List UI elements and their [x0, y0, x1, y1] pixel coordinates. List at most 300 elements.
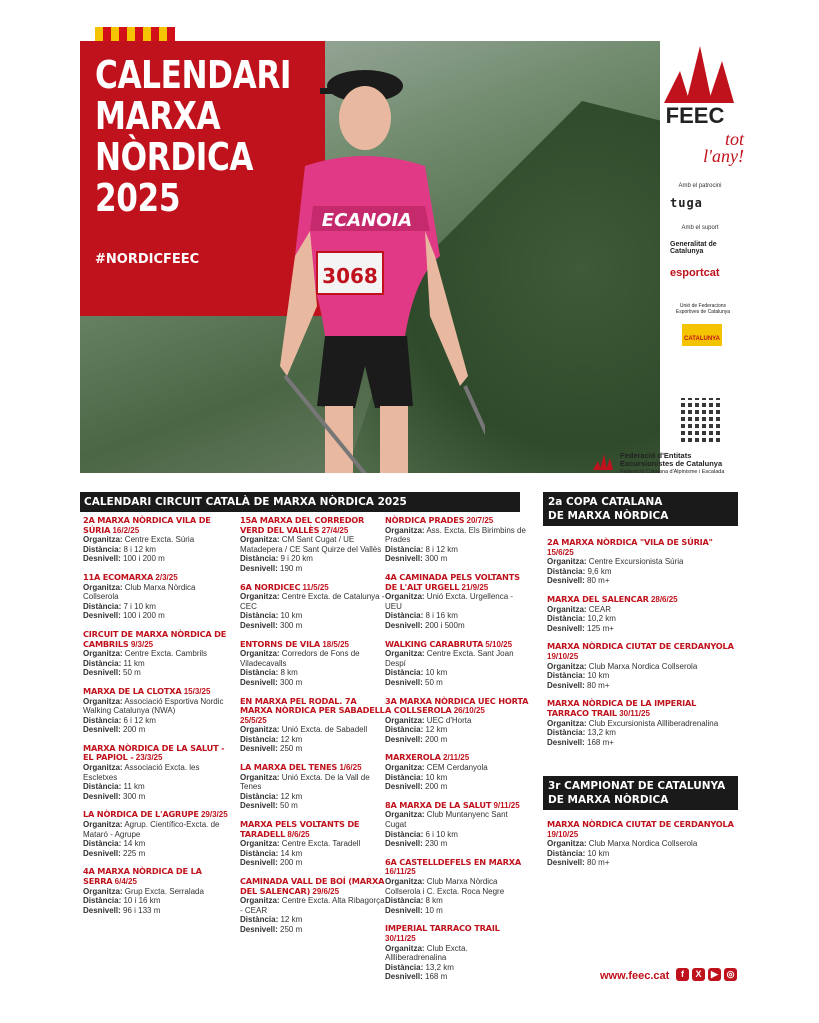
hero-banner	[80, 41, 660, 473]
event-title	[83, 687, 228, 697]
event-elevation-label: Desnivell:	[240, 924, 278, 934]
event-name: MARXA NÒRDICA DE LA IMPERIAL TARRACO TRAIL	[547, 698, 697, 718]
event-elevation-label: Desnivell:	[385, 620, 423, 630]
event-entry	[385, 640, 530, 688]
event-title	[385, 924, 530, 943]
event-elevation	[385, 906, 530, 916]
event-distance	[385, 611, 530, 621]
event-organizer-value: Centre Excta. Alta Ribagorça - CEAR	[240, 896, 385, 915]
event-distance-value: 12 km	[280, 915, 303, 925]
feec-wordmark: FEEC	[665, 103, 725, 128]
event-distance-label: Distància:	[240, 668, 279, 678]
event-organizer	[547, 719, 737, 729]
event-distance-label: Distància:	[385, 725, 424, 735]
event-entry	[83, 867, 228, 915]
circuit-heading: CALENDARI CIRCUIT CATALÀ DE MARXA NÒRDICA 2025	[80, 492, 520, 512]
event-elevation-label: Desnivell:	[83, 791, 121, 801]
event-elevation-value: 250 m	[280, 744, 303, 754]
event-distance-label: Distància:	[385, 962, 424, 972]
title-line: 2025	[95, 176, 181, 220]
event-organizer-value: Grup Excta. Serralada	[124, 886, 204, 896]
event-distance	[83, 659, 228, 669]
website-link[interactable]: www.feec.cat	[600, 970, 670, 982]
event-elevation	[385, 782, 530, 792]
event-organizer-label: Organitza:	[547, 661, 587, 671]
event-elevation-label: Desnivell:	[83, 848, 121, 858]
circuit-column-1	[83, 516, 228, 924]
event-distance-value: 11 km	[123, 658, 145, 668]
event-entry	[83, 516, 228, 564]
event-name: MARXA NÒRDICA CIUTAT DE CERDANYOLA	[547, 641, 734, 652]
event-title	[385, 516, 530, 526]
event-distance-label: Distància:	[385, 611, 424, 621]
event-distance	[83, 716, 228, 726]
event-name: EN MARXA PEL RODAL. 7A MARXA NÒRDICA PER SABADELL	[240, 695, 385, 716]
event-title	[385, 801, 530, 811]
campionat-events	[547, 820, 737, 877]
event-elevation-value: 300 m	[280, 677, 303, 687]
event-elevation-value: 80 m+	[587, 680, 610, 690]
event-elevation-label: Desnivell:	[385, 905, 423, 915]
event-organizer	[240, 649, 385, 668]
event-elevation-value: 10 m	[425, 905, 443, 915]
youtube-icon[interactable]: ▶	[708, 968, 721, 981]
event-date: 8/6/25	[287, 829, 310, 839]
event-entry	[385, 801, 530, 849]
event-date: 6/4/25	[114, 877, 137, 886]
event-organizer-label: Organitza:	[385, 943, 425, 953]
event-elevation	[240, 744, 385, 754]
event-distance-label: Distància:	[83, 839, 122, 849]
event-elevation-label: Desnivell:	[83, 905, 121, 915]
event-elevation	[385, 972, 530, 982]
event-name: MARXA DE LA CLOTXA	[83, 685, 182, 696]
event-organizer	[385, 763, 530, 773]
event-entry	[547, 699, 737, 747]
event-distance-label: Distància:	[240, 915, 279, 925]
event-title	[83, 573, 228, 583]
event-elevation-label: Desnivell:	[547, 680, 585, 690]
catalunya-logo: CATALUNYA	[682, 324, 722, 346]
event-organizer-value: Associació Esportiva Nordic Walking Catalunya (NWA)	[83, 696, 224, 716]
event-elevation	[385, 735, 530, 745]
event-name: 11A ECOMARXA	[83, 571, 154, 582]
event-distance	[385, 963, 530, 973]
event-elevation	[240, 925, 385, 935]
event-distance	[240, 554, 385, 564]
event-date: 2/11/25	[442, 753, 470, 763]
event-organizer-label: Organitza:	[385, 810, 425, 820]
circuit-column-2	[240, 516, 385, 944]
event-distance-value: 10 km	[280, 611, 303, 621]
slogan-line-2: l'any!	[703, 146, 744, 166]
event-date: 15/3/25	[183, 686, 211, 696]
event-entry	[385, 753, 530, 791]
event-organizer-value: Club Excursionista Allliberadrenalina	[588, 718, 719, 728]
event-organizer-label: Organitza:	[547, 557, 587, 567]
bib-number: 3068	[322, 264, 378, 288]
event-title	[547, 595, 737, 605]
event-organizer-value: Club Marxa Nordica Collserola	[588, 661, 698, 671]
event-title	[240, 820, 385, 839]
event-entry	[83, 687, 228, 735]
event-distance-label: Distància:	[385, 896, 424, 906]
event-organizer	[240, 535, 385, 554]
event-title	[385, 858, 530, 877]
event-elevation-value: 100 i 200 m	[123, 554, 165, 564]
generalitat-logo: Generalitat de Catalunya	[670, 241, 717, 255]
feec-small-icon	[592, 452, 616, 476]
event-organizer-value: Ass. Excta. Els Birimbins de Prades	[385, 525, 526, 545]
event-distance-value: 10 km	[425, 772, 448, 782]
event-elevation-value: 230 m	[425, 839, 448, 849]
event-elevation-value: 125 m+	[587, 623, 614, 633]
event-date: 29/3/25	[200, 810, 228, 820]
event-distance-label: Distància:	[385, 544, 424, 554]
title-line: CALENDARI	[95, 53, 292, 97]
event-organizer-value: Centre Excursionista Súria	[588, 557, 684, 567]
event-title	[240, 583, 385, 593]
event-distance-value: 6 i 12 km	[123, 715, 156, 725]
event-elevation	[83, 906, 228, 916]
event-organizer-label: Organitza:	[83, 886, 123, 896]
event-organizer	[547, 605, 737, 615]
event-distance-value: 8 i 16 km	[425, 611, 458, 621]
event-elevation-value: 80 m+	[587, 576, 610, 586]
event-title	[385, 697, 530, 716]
event-elevation-label: Desnivell:	[240, 620, 278, 630]
event-name: 3A MARXA NÒRDICA UEC HORTA A COLLSEROLA	[385, 695, 529, 716]
event-name: IMPERIAL TARRACO TRAIL	[385, 923, 500, 934]
event-distance-value: 8 i 12 km	[123, 544, 156, 554]
copa-heading-line: DE MARXA NÒRDICA	[548, 510, 669, 522]
event-distance-label: Distància:	[385, 829, 424, 839]
runner-illustration	[225, 56, 485, 473]
event-organizer	[83, 887, 228, 897]
event-date: 30/11/25	[385, 933, 416, 943]
event-name: CIRCUIT DE MARXA NÒRDICA DE CAMBRILS	[83, 628, 227, 649]
event-date: 15/6/25	[547, 547, 574, 557]
event-elevation-label: Desnivell:	[240, 858, 278, 868]
event-organizer-label: Organitza:	[385, 763, 425, 773]
event-elevation-value: 190 m	[280, 563, 303, 573]
event-organizer	[547, 662, 737, 672]
event-elevation-label: Desnivell:	[83, 554, 121, 564]
event-name: WALKING CARABRUTA	[385, 638, 484, 649]
event-organizer-value: Unió Excta. De la Vall de Tenes	[240, 772, 370, 792]
event-distance-value: 6 i 10 km	[425, 829, 458, 839]
event-elevation-label: Desnivell:	[385, 972, 423, 982]
event-organizer-label: Organitza:	[83, 649, 123, 659]
event-name: MARXA PELS VOLTANTS DE TARADELL	[240, 819, 360, 839]
event-date: 26/10/25	[453, 706, 485, 716]
event-title	[240, 516, 385, 535]
event-organizer-value: Centre Excta. Taradell	[281, 839, 361, 849]
event-distance-label: Distància:	[240, 791, 279, 801]
event-elevation	[547, 738, 737, 748]
event-organizer-label: Organitza:	[240, 649, 280, 659]
event-elevation-label: Desnivell:	[385, 782, 423, 792]
event-distance-value: 13,2 km	[425, 962, 454, 972]
event-elevation-value: 200 m	[123, 725, 146, 735]
event-organizer	[83, 763, 228, 782]
event-organizer	[547, 557, 737, 567]
event-date: 23/3/25	[135, 753, 163, 763]
event-distance	[385, 725, 530, 735]
event-entry	[385, 697, 530, 745]
event-elevation-value: 50 m	[425, 677, 443, 687]
event-date: 28/6/25	[650, 594, 678, 604]
event-name: NÒRDICA PRADES	[385, 515, 465, 525]
event-elevation	[547, 576, 737, 586]
event-distance	[83, 782, 228, 792]
event-organizer-label: Organitza:	[385, 877, 425, 886]
support-label: Amb el suport	[681, 225, 719, 231]
event-elevation-value: 96 i 133 m	[123, 905, 161, 915]
event-organizer	[240, 725, 385, 735]
event-distance-value: 12 km	[280, 734, 303, 744]
event-name: 6A CASTELLDEFELS EN MARXA	[385, 856, 522, 867]
event-title	[83, 744, 228, 763]
event-name: MARXA DEL SALENCAR	[547, 593, 649, 604]
event-entry	[83, 573, 228, 621]
copa-heading	[543, 492, 738, 526]
event-organizer-label: Organitza:	[240, 896, 280, 906]
event-elevation-label: Desnivell:	[385, 677, 423, 687]
event-distance-value: 8 km	[425, 896, 443, 906]
event-organizer	[240, 839, 385, 849]
event-elevation-value: 300 m	[280, 620, 303, 630]
event-organizer-label: Organitza:	[240, 535, 280, 545]
event-organizer-value: Club Marxa Nòrdica Collserola i C. Excta. Roca Negre	[385, 877, 505, 896]
event-organizer-label: Organitza:	[385, 525, 425, 535]
event-organizer-label: Organitza:	[83, 535, 123, 545]
event-distance	[240, 915, 385, 925]
event-elevation-label: Desnivell:	[385, 839, 423, 849]
event-date: 29/6/25	[312, 886, 340, 896]
event-date: 27/4/25	[321, 525, 349, 535]
event-entry	[547, 820, 737, 868]
federation-line-2: Excursionistes de Catalunya	[620, 459, 723, 468]
event-elevation	[83, 792, 228, 802]
event-elevation-value: 200 m	[425, 734, 448, 744]
event-name: MARXA NÒRDICA CIUTAT DE CERDANYOLA	[547, 819, 734, 829]
event-distance	[83, 545, 228, 555]
event-entry	[547, 642, 737, 690]
event-organizer-label: Organitza:	[547, 839, 587, 849]
event-organizer-value: Club Muntanyenc Sant Cugat	[385, 810, 508, 830]
event-organizer	[240, 773, 385, 792]
event-name: LA NÒRDICA DE L'AGRUPE	[83, 809, 199, 820]
event-distance	[385, 830, 530, 840]
event-entry	[240, 763, 385, 811]
event-elevation-label: Desnivell:	[83, 611, 121, 621]
event-name: MARXEROLA	[385, 752, 441, 763]
qr-code[interactable]	[678, 398, 722, 442]
event-organizer-label: Organitza:	[83, 820, 123, 830]
event-distance	[547, 614, 737, 624]
event-organizer	[83, 649, 228, 659]
event-distance-value: 10 i 16 km	[123, 896, 161, 906]
event-distance-value: 11 km	[123, 782, 145, 792]
event-organizer	[385, 649, 530, 668]
event-date: 16/2/25	[112, 525, 140, 535]
event-elevation-value: 200 i 500m	[425, 620, 465, 630]
event-organizer-label: Organitza:	[547, 718, 587, 728]
ufec-logo: Unió de Federacions Esportives de Catalunya	[675, 303, 731, 315]
event-elevation-label: Desnivell:	[83, 725, 121, 735]
event-distance-value: 9,6 km	[587, 566, 612, 576]
event-entry	[83, 630, 228, 678]
campionat-heading-line: DE MARXA NÒRDICA	[548, 794, 669, 806]
event-distance-label: Distància:	[240, 734, 279, 744]
x-icon[interactable]: X	[692, 968, 705, 981]
event-name: 8A MARXA DE LA SALUT	[385, 799, 492, 810]
event-distance-value: 12 km	[425, 725, 448, 735]
event-distance-value: 7 i 10 km	[123, 601, 156, 611]
event-elevation-label: Desnivell:	[240, 801, 278, 811]
event-distance-value: 13,2 km	[587, 728, 616, 738]
title-line: NÒRDICA	[95, 135, 254, 179]
event-organizer-value: Unió Excta. de Sabadell	[281, 725, 368, 735]
event-entry	[547, 538, 737, 586]
event-title	[547, 642, 737, 661]
event-elevation-label: Desnivell:	[240, 677, 278, 687]
event-distance-value: 10 km	[587, 671, 610, 681]
campionat-heading	[543, 776, 738, 810]
federation-line-1: Federació d'Entitats	[620, 451, 692, 460]
event-distance-value: 10,2 km	[587, 614, 616, 624]
event-elevation-label: Desnivell:	[385, 734, 423, 744]
copa-heading-line: 2a COPA CATALANA	[548, 496, 663, 508]
event-distance	[547, 849, 737, 859]
event-title	[83, 516, 228, 535]
event-date: 18/5/25	[322, 639, 350, 649]
instagram-icon[interactable]: ◎	[724, 968, 737, 981]
event-distance	[547, 671, 737, 681]
event-elevation	[385, 678, 530, 688]
event-elevation-label: Desnivell:	[547, 858, 585, 868]
campionat-heading-line: 3r CAMPIONAT DE CATALUNYA	[548, 780, 726, 792]
event-elevation	[547, 624, 737, 634]
event-elevation	[83, 668, 228, 678]
event-distance-value: 10 km	[425, 668, 448, 678]
event-date: 20/7/25	[466, 516, 494, 525]
event-organizer	[385, 944, 530, 963]
event-date: 9/3/25	[130, 639, 154, 649]
event-organizer-label: Organitza:	[385, 649, 425, 659]
event-distance-value: 10 km	[587, 848, 610, 858]
event-title	[547, 820, 737, 839]
event-organizer-value: Club Excta. Allliberadrenalina	[385, 943, 468, 963]
event-elevation	[83, 611, 228, 621]
event-distance	[83, 839, 228, 849]
event-elevation	[240, 621, 385, 631]
slogan	[680, 131, 744, 165]
event-distance-label: Distància:	[83, 715, 122, 725]
event-elevation-value: 100 i 200 m	[123, 611, 165, 621]
event-name: 15A MARXA DEL CORREDOR VERD DEL VALLÈS	[240, 515, 365, 535]
event-elevation	[83, 725, 228, 735]
event-title	[385, 753, 530, 763]
event-organizer-value: UEC d'Horta	[426, 715, 472, 725]
event-organizer	[83, 697, 228, 716]
event-organizer-label: Organitza:	[240, 839, 280, 849]
sponsor-label: Amb el patrocini	[678, 183, 722, 189]
event-elevation-value: 225 m	[123, 848, 146, 858]
event-name: 2A MARXA NÒRDICA "VILA DE SÚRIA"	[547, 537, 713, 547]
event-distance-label: Distància:	[547, 614, 586, 624]
event-name: 4A MARXA NÒRDICA DE LA SERRA	[83, 866, 202, 886]
event-distance-label: Distància:	[547, 671, 586, 681]
event-organizer-value: Unió Excta. Urgellenca - UEU	[385, 592, 514, 611]
event-entry	[385, 573, 530, 631]
event-elevation-value: 200 m	[280, 858, 303, 868]
event-name: CAMINADA VALL DE BOÍ (MARXA DEL SALENCAR)	[240, 876, 385, 896]
event-elevation	[240, 678, 385, 688]
event-elevation-value: 50 m	[280, 801, 298, 811]
event-elevation-value: 80 m+	[587, 858, 610, 868]
event-elevation-value: 50 m	[123, 668, 141, 678]
event-distance-label: Distància:	[547, 848, 586, 858]
event-organizer	[385, 716, 530, 726]
event-distance-label: Distància:	[547, 566, 586, 576]
federation-logo	[620, 452, 740, 476]
event-entry	[240, 877, 385, 935]
event-name: 6A NORDICEC	[240, 581, 301, 592]
event-distance-label: Distància:	[385, 668, 424, 678]
event-organizer-value: Corredors de Fons de Viladecavalls	[240, 649, 360, 668]
event-elevation-value: 300 m	[425, 554, 448, 564]
event-distance	[240, 611, 385, 621]
event-elevation-label: Desnivell:	[83, 668, 121, 678]
event-title	[83, 810, 228, 820]
event-entry	[385, 858, 530, 916]
event-date: 1/6/25	[339, 763, 362, 773]
event-distance	[385, 896, 530, 906]
event-organizer	[83, 583, 228, 602]
shirt-text: ECANOIA	[321, 210, 413, 231]
event-title	[547, 538, 737, 557]
event-distance	[240, 735, 385, 745]
event-name: LA MARXA DEL TENES	[240, 762, 338, 773]
event-elevation-value: 168 m+	[587, 737, 614, 747]
event-distance	[547, 567, 737, 577]
event-entry	[240, 516, 385, 574]
facebook-icon[interactable]: f	[676, 968, 689, 981]
event-title	[385, 573, 530, 592]
event-organizer	[547, 839, 737, 849]
event-name: 2A MARXA NÒRDICA VILA DE SÚRIA	[83, 515, 211, 535]
title-line: MARXA	[95, 94, 221, 138]
event-distance	[240, 668, 385, 678]
event-title	[385, 640, 530, 650]
event-organizer	[385, 592, 530, 611]
event-organizer	[83, 535, 228, 545]
event-distance-label: Distància:	[385, 772, 424, 782]
event-elevation	[385, 621, 530, 631]
event-distance	[385, 668, 530, 678]
event-organizer-label: Organitza:	[547, 604, 587, 614]
event-date: 2/3/25	[155, 572, 178, 582]
event-organizer	[83, 820, 228, 839]
event-date: 19/10/25	[547, 829, 579, 839]
event-distance	[240, 792, 385, 802]
event-name: MARXA NÒRDICA DE LA SALUT - EL PAPIOL -	[83, 742, 225, 763]
event-elevation-label: Desnivell:	[547, 737, 585, 747]
event-title	[83, 867, 228, 886]
event-distance-value: 9 i 20 km	[280, 554, 313, 564]
